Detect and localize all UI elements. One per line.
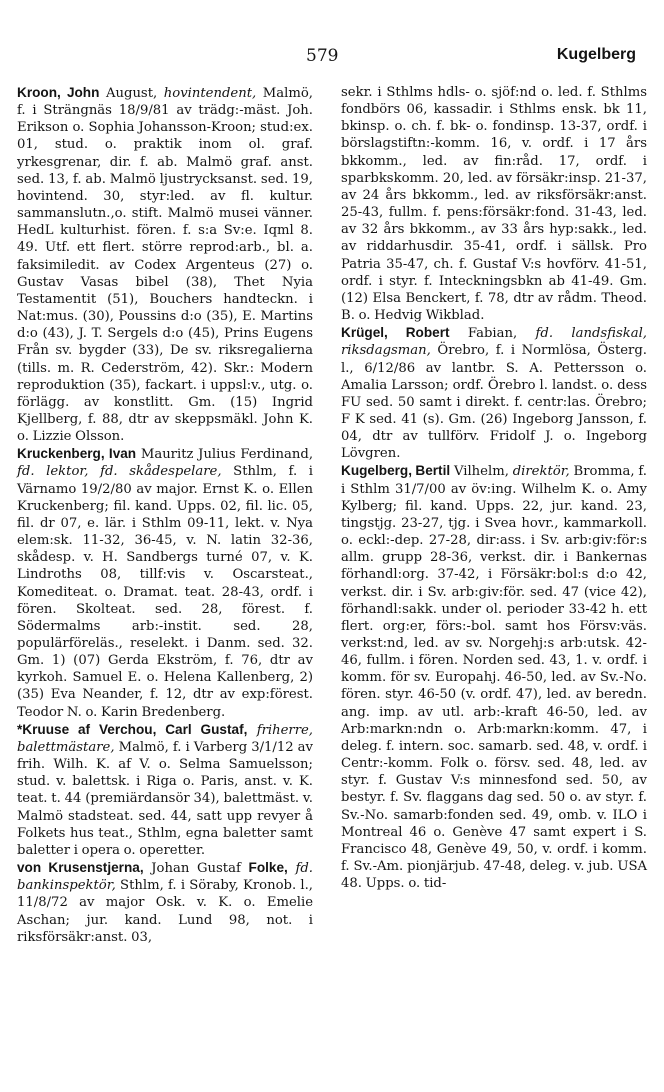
- entry-name: Kruckenberg, Ivan: [17, 446, 137, 462]
- left-column: [17, 84, 313, 946]
- entry-name: *Kruuse af Verchou, Carl Gustaf,: [17, 721, 248, 737]
- entry-kugelberg: [341, 462, 647, 892]
- entry-kruckenberg: [17, 445, 313, 721]
- entry-text: Malmö, f. i Strängnäs 18/9/81 av trädg:-mäst. Joh. Erikson o. Sophia Johansson-Kroon; stud:ex. 01, stud. o. praktik inom ol. graf. yrkesgrenar, dir. f. ab. Malmö graf. anst. sed. 13, f. ab. Malmö ljustrycksanst. sed. 19, hovintend. 30, styr:led. av fl. kultur. sammanslutn.,o. stift. Malmö musei vänner. HedL kulturhist. fören. f. s:a Sv:e. Iqml 8. 49. Utf. ett flert. större reprod:arb., bl. a. faksimiledit. av Codex Argenteus (27) o. Gustav Vasas bibel (38), Thet Nyia Testamentit (51), Bouchers handteckn. i Nat:mus. (30), Poussins d:o (35), E. Martins d:o (43), J. T. Sergels d:o (45), Prins Eugens Från sv. bygder (33), De sv. riksregalierna (tills. m. R. Cederström, 42). Skr.: Modern reproduktion (35), fackart. i uppsl:v., utg. o. förlägg. av konstlitt. Gm. (15) Ingrid Kjellberg, f. 88, dtr av skeppsmäkl. John K. o. Lizzie Olsson.: [17, 86, 313, 445]
- entry-title: friherre, balettmästare,: [17, 722, 313, 755]
- running-head: Kugelberg: [556, 46, 636, 63]
- entry-name: Kroon, John: [17, 85, 100, 100]
- entry-title: fd. lektor, fd. skådespelare,: [17, 464, 222, 480]
- entry-given-names: Fabian,: [449, 326, 536, 342]
- entry-text: Bromma, f. i Sthlm 31/7/00 av öv:ing. Wilhelm K. o. Amy Kylberg; fil. kand. Upps. 22, jur. kand. 23, tingstjg. 23-27, tjg. i Svea hovr., kammarkoll. o. eckl:-dep. 27-28, dir:ass. i Sv. arb:giv:för:s allm. grupp 28-36, verkst. dir. i Bankernas förhandl:org. 37-42, i Försäkr:bol:s d:o 42, verkst. dir. i Sv. arb:giv:för. sed. 47 (vice 42), förhandl:sakk. under ol. perioder 33-42 h. ett flert. org:er, förs:-bol. samt hos Försv:väs. verkst:nd, led. av sv. Norgehj:s arb:utsk. 42-46, fullm. i fören. Norden sed. 43, 1. v. ordf. i komm. för sv. Europahj. 46-50, led. av Sv.-No. fören. styr. 46-50 (v. ordf. 47), led. av beredn. ang. imp. av utl. arb:-kraft 46-50, led. av Arb:markn:ndn o. Arb:markn:komm. 47, i deleg. f. intern. soc. samarb. sed. 48, v. ordf. i Centr:-komm. Folk o. försv. sed. 48, led. av styr. f. Gustav V:s minnesfond sed. 50, av bestyr. f. Sv. flaggans dag sed. 50 o. av styr. f. Sv.-No. samarb:fonden sed. 49, omb. v. ILO i Montreal 46 o. Genève 47 samt expert i S. Francisco 48, Genève 49, 50, v. ordf. i komm. f. Sv.-Am. pionjärjub. 47-48, deleg. v. jub. USA 48. Upps. o. tid-: [341, 464, 647, 892]
- entry-text: sekr. i Sthlms hdls- o. sjöf:nd o. led. f. Sthlms fondbörs 06, kassadir. i Sthlms ensk. bk 11, bkinsp. o. ch. f. bk- o. fondinsp. 13-37, ordf. i börslagstiftn:-komm. 16, v. ordf. i 17 års bkkomm., led. av fin:råd. 17, ordf. i sparbkskomm. 20, led. av försäkr:insp. 21-37, av 24 års bkkomm., led. av riksförsäkr:anst. 25-43, fullm. f. pens:försäkr:fond. 31-43, led. av 32 års bkkomm., av 33 års hyp:sakk., led. av riddarhusdir. 35-41, ordf. i sällsk. Pro Patria 35-47, ch. f. Gustaf V:s hovförv. 41-51, ordf. i styr. f. Inteckningsbkn ab 41-49. Gm. (12) Elsa Benckert, f. 78, dtr av rådm. Theod. B. o. Hedvig Wikblad.: [341, 85, 647, 324]
- entry-title: hovintendent,: [163, 86, 257, 101]
- entry-text: Malmö, f. i Varberg 3/1/12 av frih. Wilh. K. af V. o. Selma Samuelsson; stud. v. balettsk. i Riga o. Paris, anst. v. K. teat. t. 44 (premiärdansör 34), balettmäst. v. Malmö stadsteat. sed. 44, satt upp revyer å Folkets hus teat., Sthlm, egna baletter samt baletter i opera o. operetter.: [17, 739, 313, 858]
- entry-text: Örebro, f. i Normlösa, Österg. l., 6/12/86 av lantbr. S. A. Pettersson o. Amalia Larsson; ordf. Örebro l. landst. o. dess FU sed. 50 samt i direkt. f. centr:las. Örebro; F K sed. 41 (s). Gm. (26) Ingeborg Jansson, f. 04, dtr av tullförv. Fridolf J. o. Ingeborg Lövgren.: [341, 343, 647, 462]
- page-number: 579: [306, 46, 339, 66]
- entry-name: Krügel, Robert: [341, 325, 450, 341]
- page-header: [0, 46, 664, 76]
- entry-name-continued: Folke,: [248, 860, 288, 876]
- entry-krusenstjerna-continued: [341, 84, 647, 324]
- right-column: [341, 84, 647, 892]
- entry-title: fd. bankinspektör,: [17, 861, 313, 894]
- entry-given-names: August,: [99, 86, 164, 101]
- entry-text: Sthlm, f. i Söraby, Kronob. l., 11/8/72 av major Osk. v. K. o. Emelie Aschan; jur. kand. Lund 98, not. i riksförsäkr:anst. 03,: [17, 878, 313, 945]
- entry-given-names: Johan Gustaf: [143, 861, 249, 877]
- entry-kruuse: [17, 721, 313, 859]
- entry-name: von Krusenstjerna,: [17, 860, 144, 876]
- entry-krugel: [341, 324, 647, 462]
- entry-name: Kugelberg, Bertil: [341, 463, 451, 479]
- entry-kroon: [17, 84, 313, 445]
- entry-given-names: Mauritz Julius Ferdinand,: [136, 447, 314, 463]
- entry-title: fd. landsfiskal, riksdagsman,: [341, 326, 647, 359]
- entry-text: Sthlm, f. i Värnamo 19/2/80 av major. Ernst K. o. Ellen Kruckenberg; fil. kand. Upps. 02, fil. lic. 05, fil. dr 07, e. lär. i Sthlm 09-11, lekt. v. Nya elem:sk. 11-32, 36-45, v. N. latin 32-36, skådesp. v. H. Sandbergs turné 07, v. K. Lindroths 08, tillf:vis v. Oscarsteat., Komediteat. o. Dramat. teat. 28-43, ordf. i fören. Skolteat. sed. 28, förest. f. Södermalms arb:-instit. sed. 28, populärföreläs., reselekt. i Danm. sed. 32. Gm. 1) (07) Gerda Ekström, f. 76, dtr av kyrkoh. Samuel E. o. Helena Kallenberg, 2) (35) Eva Neander, f. 12, dtr av exp:förest. Teodor N. o. Karin Bredenberg.: [17, 464, 313, 720]
- entry-given-names: Vilhelm,: [450, 464, 513, 480]
- entry-krusenstjerna: [17, 859, 313, 946]
- entry-given-names: [247, 723, 256, 738]
- entry-title: direktör,: [512, 464, 570, 480]
